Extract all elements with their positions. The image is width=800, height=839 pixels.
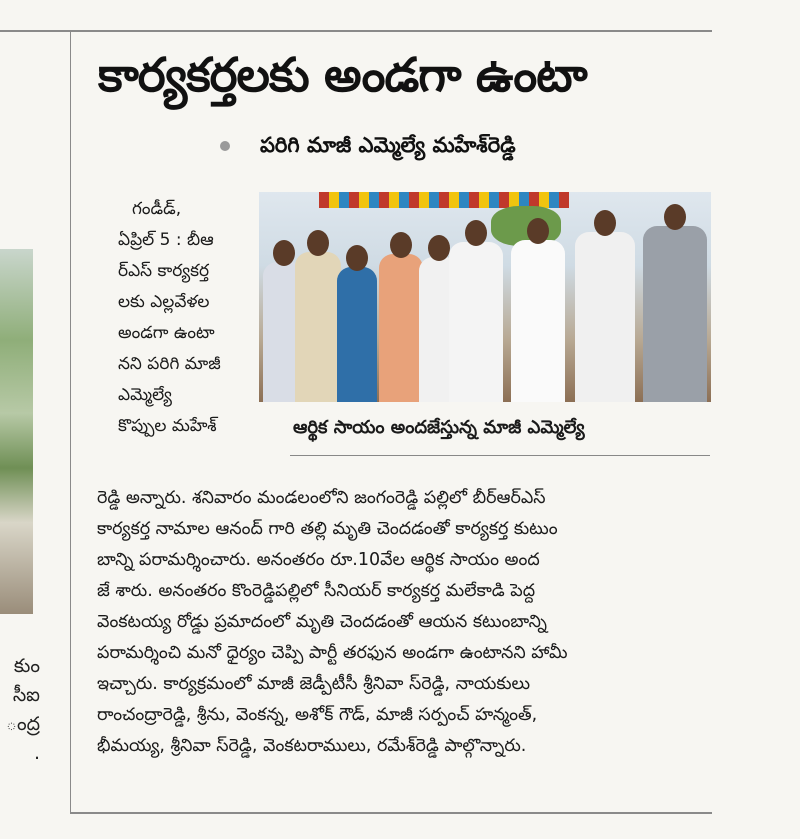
photo-person [295,252,341,402]
lead-line: గండీడ్, [132,199,182,219]
adjacent-photo [0,249,33,614]
adjacent-fragment: ంద్ర [5,713,40,735]
photo-person [337,267,377,402]
article-headline: కార్యకర్తలకు అండగా ఉంటా [98,48,587,103]
top-strip [0,0,800,10]
article-body [97,483,717,762]
photo-person [379,254,423,402]
photo-person [449,242,503,402]
top-rule [0,30,712,32]
column-divider [70,32,71,812]
adjacent-fragment: సీఐ [12,684,40,706]
subheadline-text: పరిగి మాజీ ఎమ్మెల్యే మహేశ్‌రెడ్డి [260,133,516,157]
body-line: రాంచంద్రారెడ్డి, శ్రీను, వెంకన్న, అశోక్ గౌడ్, మాజీ సర్పంచ్ హన్మంత్, [97,705,538,725]
photo-person [511,240,565,402]
body-line: పరామర్శించి మనో ధైర్యం చెప్పి పార్టీ తరఫున అండగా ఉంటానని హామీ [97,643,568,663]
lead-line: అండగా ఉంటా [118,323,215,343]
lead-line: లకు ఎల్లవేళల [118,292,210,312]
body-line: వెంకటయ్య రోడ్డు ప్రమాదంలో మృతి చెందడంతో ఆయన కటుంబాన్ని [97,612,547,632]
adjacent-fragment: కుం [13,655,40,677]
photo-person [643,226,707,402]
lead-line: నని పరిగి మాజీ [118,354,221,374]
body-line: భీమయ్య, శ్రీనివా స్‌రెడ్డి, వెంకటరాములు, రమేశ్‌రెడ్డి పాల్గొన్నారు. [97,736,527,756]
adjacent-fragment: . [33,742,40,764]
body-line: ఇచ్చారు. కార్యక్రమంలో మాజీ జెడ్పీటీసీ శ్రీనివా స్‌రెడ్డి, నాయకులు [97,674,531,694]
body-line: జే శారు. అనంతరం కొంరెడ్డిపల్లిలో సీనియర్ కార్యకర్త మలేకాడి పెద్ద [97,581,536,601]
lead-line: ఏప్రిల్ 5 : బీఆ [118,230,214,250]
caption-underline [290,455,710,456]
lead-line: ర్‌ఎస్ కార్యకర్త [118,261,210,281]
body-line: కార్యకర్త నామాల ఆనంద్ గారి తల్లి మృతి చెందడంతో కార్యకర్త కుటుం [97,519,558,539]
bottom-rule [70,812,712,814]
article-subheadline [220,133,516,163]
photo-person [575,232,635,402]
article-photo [259,192,711,402]
photo-caption: ఆర్థిక సాయం అందజేస్తున్న మాజీ ఎమ్మెల్యే [293,417,585,438]
adjacent-column-text [0,652,66,768]
body-line: రెడ్డి అన్నారు. శనివారం మండలంలోని జంగంరెడ్డి పల్లిలో బీర్‌ఆర్‌ఎస్ [97,488,546,508]
bullet-icon [220,141,230,151]
article-lead [118,194,250,442]
lead-line: కొప్పుల మహేశ్ [118,416,217,436]
body-line: బాన్ని పరామర్శించారు. అనంతరం రూ.10వేల ఆర్థిక సాయం అంద [97,550,540,570]
lead-line: ఎమ్మెల్యే [118,385,172,405]
